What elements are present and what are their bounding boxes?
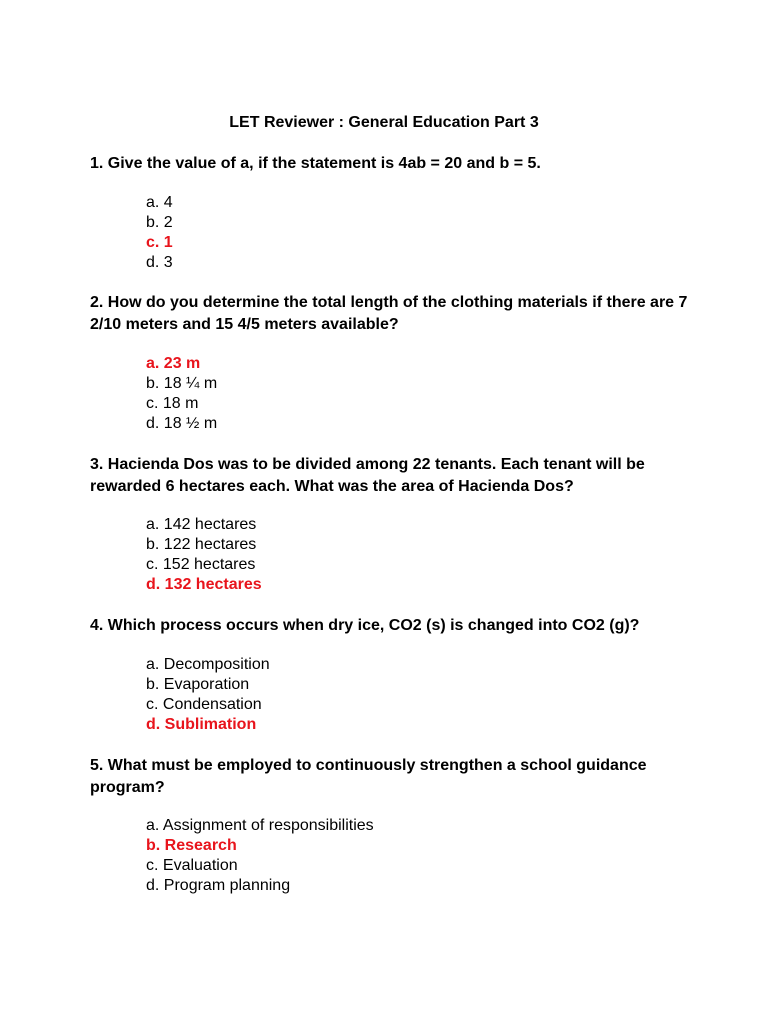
option-b: b. Research — [146, 837, 237, 854]
option-b: b. 18 ¼ m — [146, 375, 218, 392]
option-a: a. 142 hectares — [146, 516, 257, 533]
answer-options — [146, 655, 270, 735]
option-a: a. Decomposition — [146, 656, 270, 673]
answer-options — [146, 515, 262, 595]
option-d: d. Sublimation — [146, 716, 257, 733]
option-c: c. 18 m — [146, 395, 199, 412]
question-text: 3. Hacienda Dos was to be divided among 22 tenants. Each tenant will be rewarded 6 hectares each. What was the area of Hacienda Dos? — [90, 456, 645, 495]
option-b: b. 2 — [146, 214, 173, 231]
answer-options — [146, 354, 217, 434]
question-text: 1. Give the value of a, if the statement is 4ab = 20 and b = 5. — [90, 155, 541, 172]
question-text: 2. How do you determine the total length of the clothing materials if there are 7 2/10 meters and 15 4/5 meters available? — [90, 294, 688, 333]
option-c: c. 152 hectares — [146, 556, 256, 573]
option-c: c. Evaluation — [146, 857, 238, 874]
option-d: d. Program planning — [146, 877, 291, 894]
option-a: a. 23 m — [146, 355, 201, 372]
question-text: 4. Which process occurs when dry ice, CO2 (s) is changed into CO2 (g)? — [90, 617, 640, 634]
option-c: c. Condensation — [146, 696, 262, 713]
option-d: d. 132 hectares — [146, 576, 262, 593]
option-d: d. 18 ½ m — [146, 415, 218, 432]
option-d: d. 3 — [146, 254, 173, 271]
option-c: c. 1 — [146, 234, 173, 251]
answer-options — [146, 816, 374, 896]
option-b: b. 122 hectares — [146, 536, 257, 553]
question-text: 5. What must be employed to continuously strengthen a school guidance program? — [90, 757, 647, 796]
answer-options — [146, 193, 173, 273]
page-title: LET Reviewer : General Education Part 3 — [229, 114, 539, 131]
option-a: a. Assignment of responsibilities — [146, 817, 374, 834]
option-a: a. 4 — [146, 194, 173, 211]
option-b: b. Evaporation — [146, 676, 250, 693]
